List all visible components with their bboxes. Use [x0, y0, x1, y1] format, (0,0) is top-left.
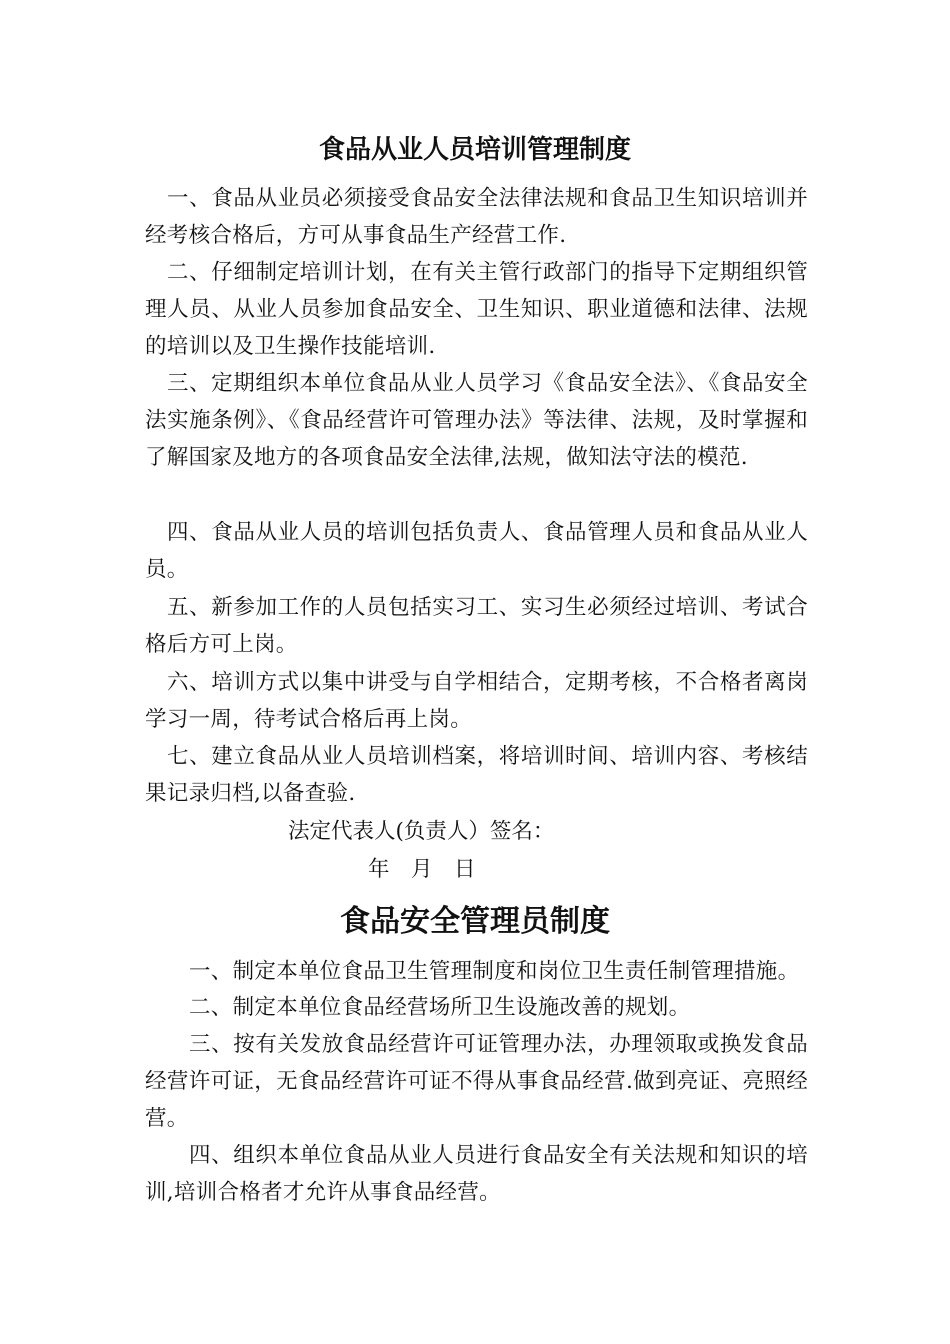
section2-item-4: 四、组织本单位食品从业人员进行食品安全有关法规和知识的培训,培训合格者才允许从事食品经营。 [145, 1143, 808, 1205]
section2-title: 食品安全管理员制度 [340, 904, 610, 939]
section1-item-3: 三、定期组织本单位食品从业人员学习《食品安全法》、《食品安全法实施条例》、《食品经营许可管理办法》等法律、法规，及时掌握和了解国家及地方的各项食品安全法律,法规，做知法守法的模范. [145, 371, 808, 470]
section2-item-3: 三、按有关发放食品经营许可证管理办法，办理领取或换发食品经营许可证，无食品经营许可证不得从事食品经营.做到亮证、亮照经营。 [145, 1032, 808, 1131]
section1-item-6: 六、培训方式以集中讲受与自学相结合，定期考核，不合格者离岗学习一周，待考试合格后再上岗。 [145, 670, 808, 732]
section1-item-4: 四、食品从业人员的培训包括负责人、食品管理人员和食品从业人员。 [145, 520, 808, 582]
section1-item-7: 七、建立食品从业人员培训档案，将培训时间、培训内容、考核结果记录归档,以备查验. [145, 744, 808, 806]
section1-title: 食品从业人员培训管理制度 [318, 135, 631, 165]
section1-item-1: 一、食品从业员必须接受食品安全法律法规和食品卫生知识培训并经考核合格后，方可从事食品生产经营工作. [145, 186, 808, 248]
signature-label: 法定代表人(负责人）签名： [288, 819, 555, 844]
section2-item-2: 二、制定本单位食品经营场所卫生设施改善的规划。 [189, 995, 691, 1020]
section1-item-2: 二、仔细制定培训计划，在有关主管行政部门的指导下定期组织管理人员、从业人员参加食品安全、卫生知识、职业道德和法律、法规的培训以及卫生操作技能培训. [145, 260, 808, 359]
section1-item-5: 五、新参加工作的人员包括实习工、实习生必须经过培训、考试合格后方可上岗。 [145, 595, 808, 657]
date-label: 年 月 日 [368, 857, 476, 882]
section2-item-1: 一、制定本单位食品卫生管理制度和岗位卫生责任制管理措施。 [189, 959, 800, 984]
